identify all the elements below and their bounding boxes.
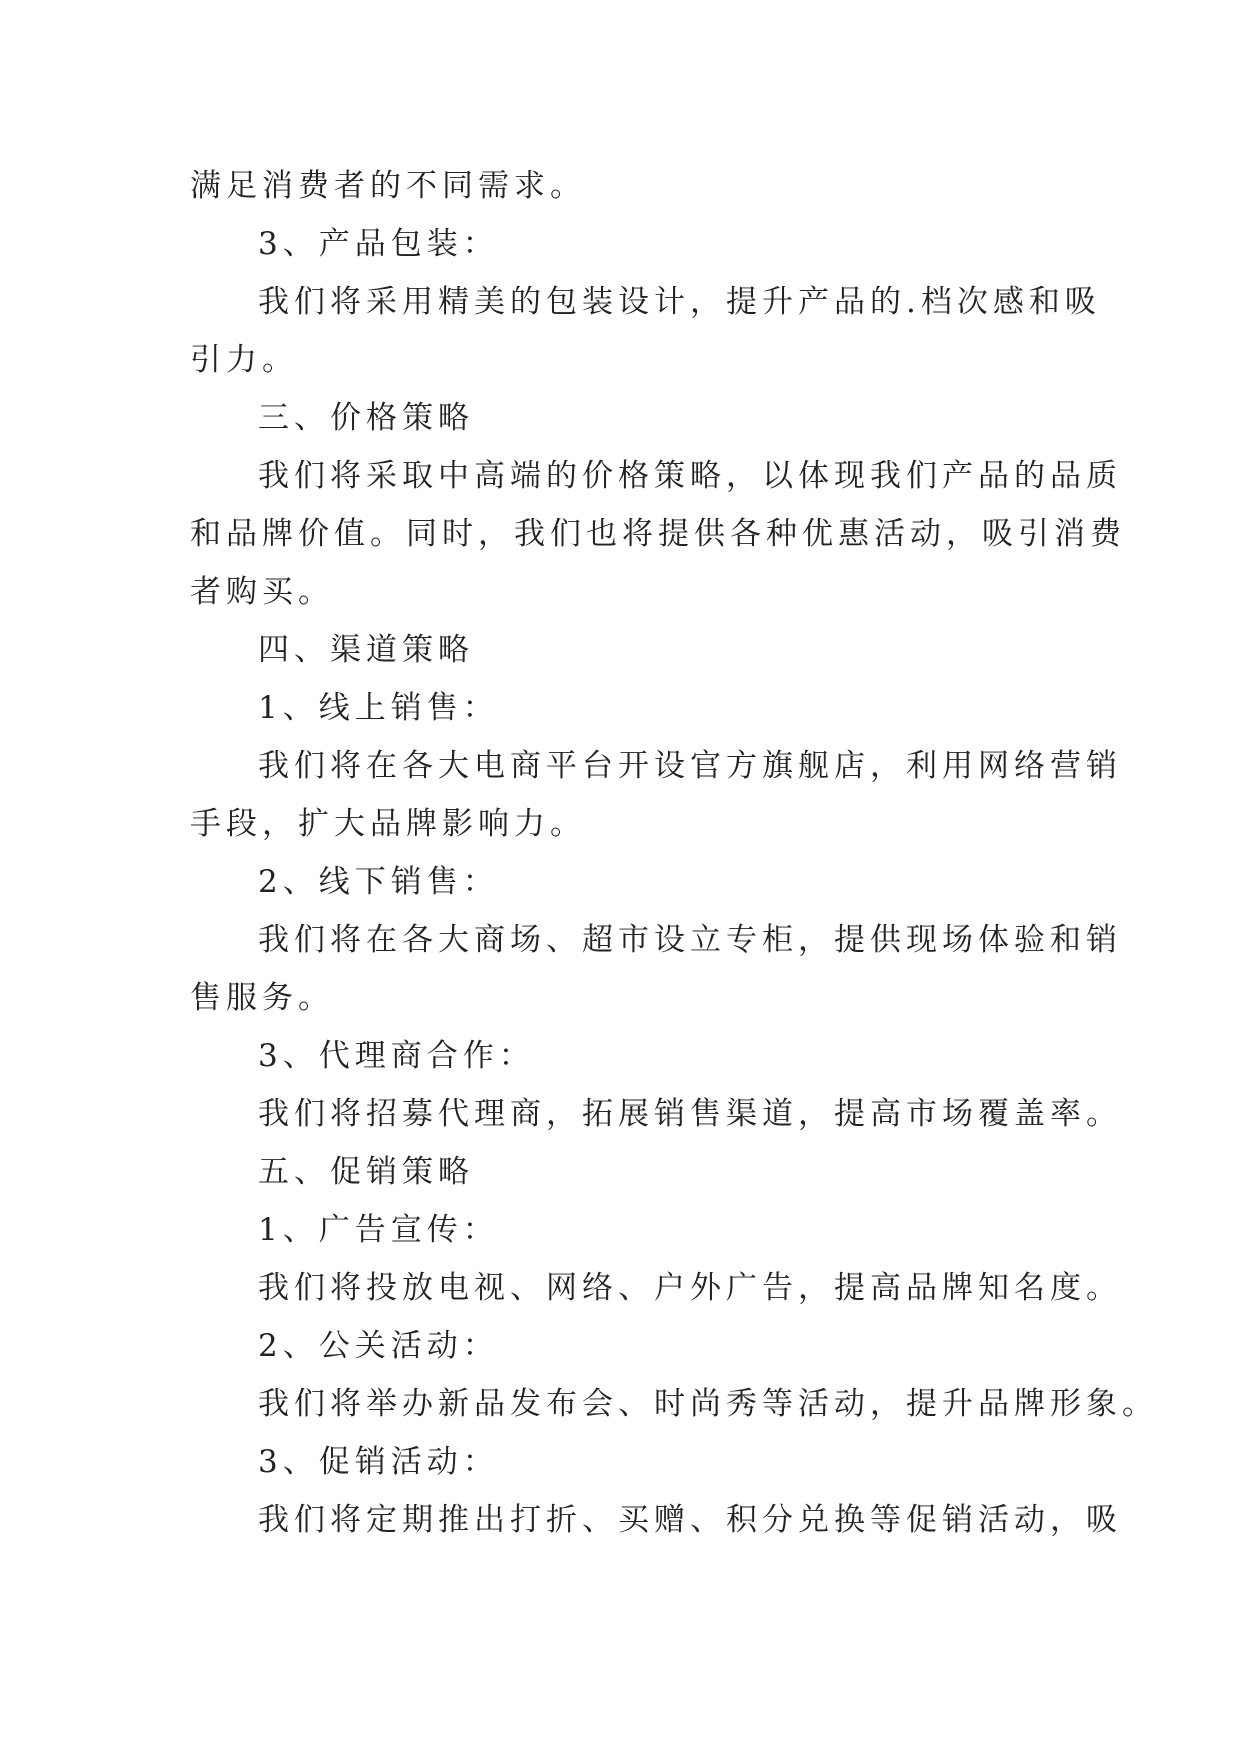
- text-line: 和品牌价值。同时，我们也将提供各种优惠活动，吸引消费: [190, 516, 1126, 552]
- text-line: 我们将采用精美的包装设计，提升产品的.档次感和吸: [258, 284, 1101, 320]
- text-line: 我们将在各大电商平台开设官方旗舰店，利用网络营销: [258, 748, 1122, 784]
- section-heading: 3、产品包装：: [258, 226, 499, 262]
- text-line: 者购买。: [190, 574, 334, 610]
- text-line: 我们将在各大商场、超市设立专柜，提供现场体验和销: [258, 922, 1122, 958]
- subsection-heading: 3、促销活动：: [258, 1444, 499, 1480]
- subsection-heading: 2、公关活动：: [258, 1328, 499, 1364]
- text-line: 我们将定期推出打折、买赠、积分兑换等促销活动，吸: [258, 1502, 1122, 1538]
- section-heading: 三、价格策略: [258, 400, 474, 436]
- text-line: 满足消费者的不同需求。: [190, 168, 586, 204]
- text-line: 我们将举办新品发布会、时尚秀等活动，提升品牌形象。: [258, 1386, 1158, 1422]
- subsection-heading: 2、线下销售：: [258, 864, 499, 900]
- section-heading: 四、渠道策略: [258, 632, 474, 668]
- section-heading: 五、促销策略: [258, 1154, 474, 1190]
- subsection-heading: 3、代理商合作：: [258, 1038, 535, 1074]
- text-line: 我们将投放电视、网络、户外广告，提高品牌知名度。: [258, 1270, 1122, 1306]
- subsection-heading: 1、线上销售：: [258, 690, 499, 726]
- text-line: 引力。: [190, 342, 298, 378]
- subsection-heading: 1、广告宣传：: [258, 1212, 499, 1248]
- text-line: 我们将采取中高端的价格策略，以体现我们产品的品质: [258, 458, 1122, 494]
- text-line: 售服务。: [190, 980, 334, 1016]
- text-line: 我们将招募代理商，拓展销售渠道，提高市场覆盖率。: [258, 1096, 1122, 1132]
- text-line: 手段，扩大品牌影响力。: [190, 806, 586, 842]
